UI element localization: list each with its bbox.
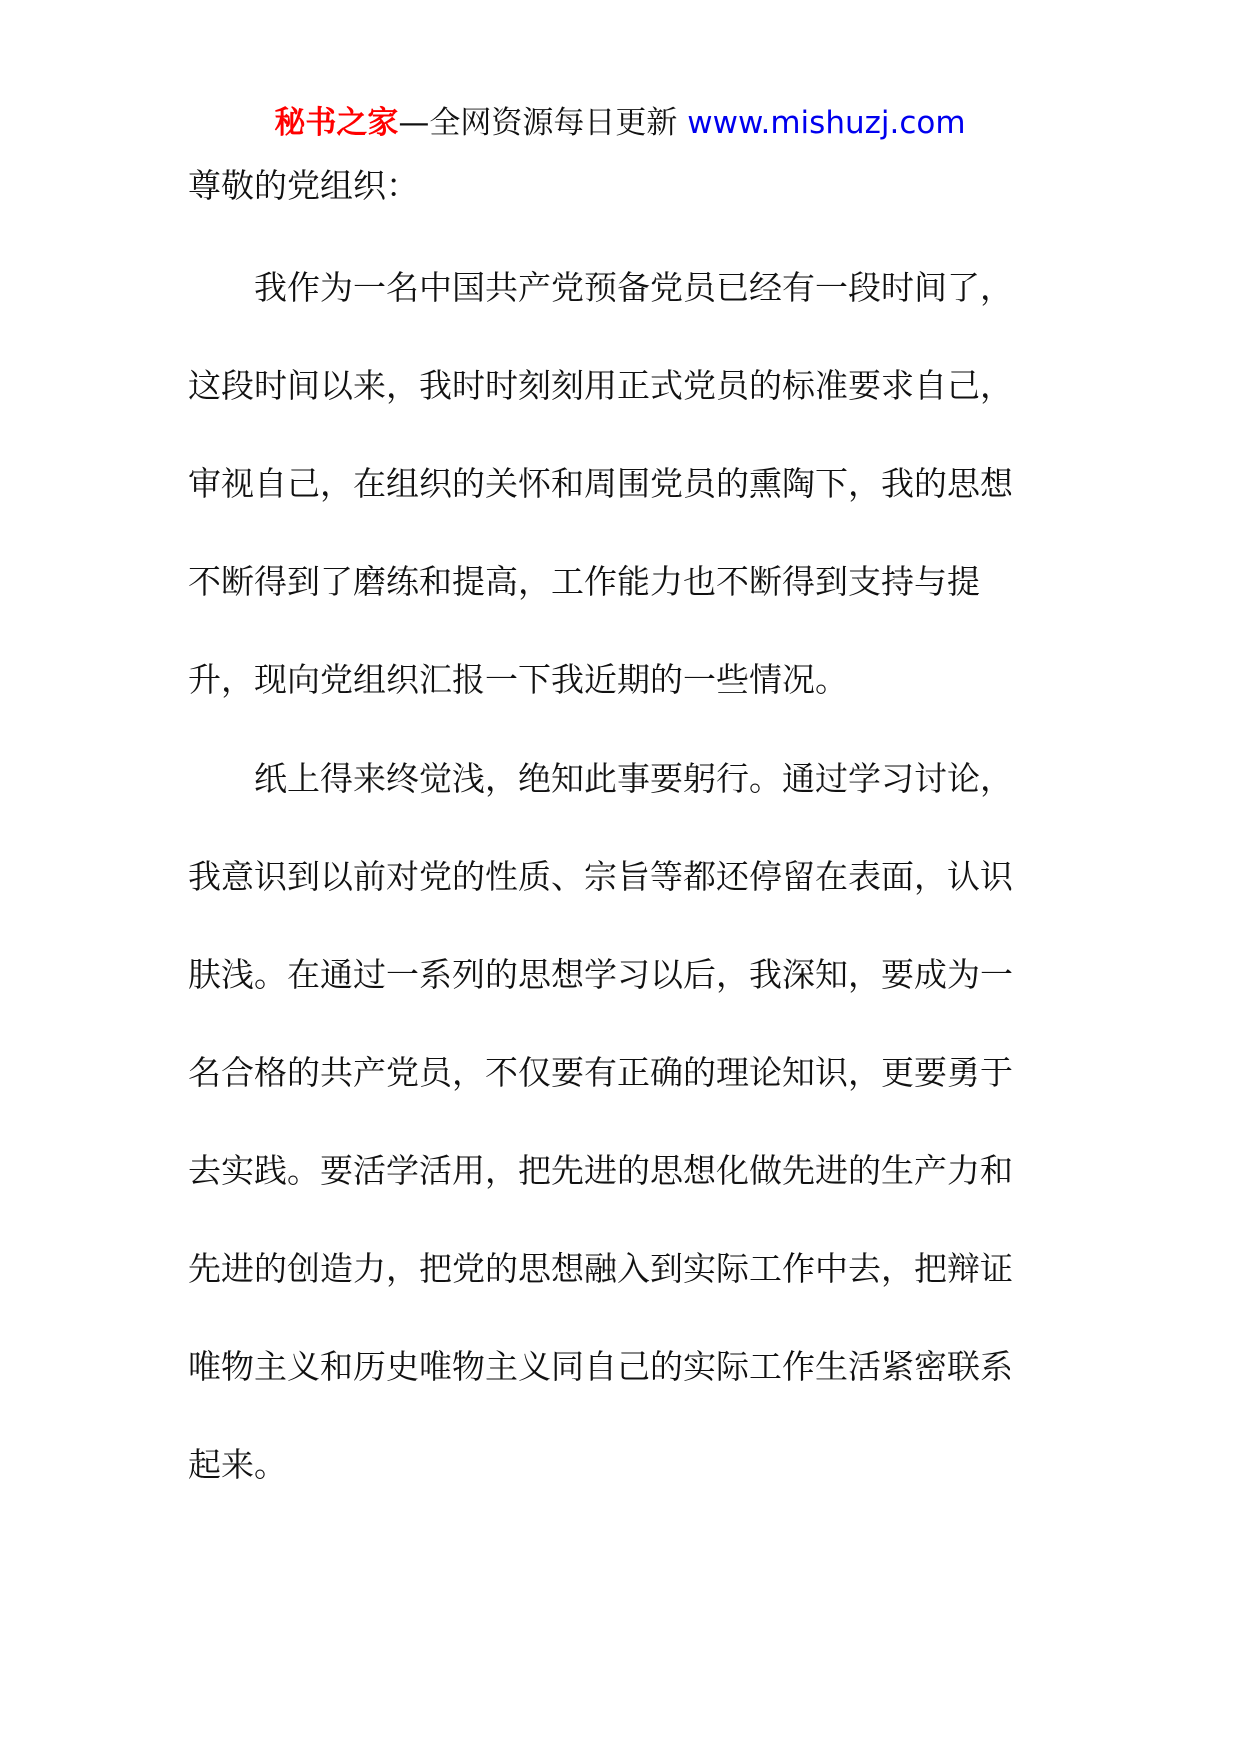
paragraph-line: 不断得到了磨练和提高，工作能力也不断得到支持与提: [188, 562, 980, 601]
header-tagline: —全网资源每日更新: [398, 105, 678, 141]
paragraph-line: 这段时间以来，我时时刻刻用正式党员的标准要求自己，: [188, 366, 1013, 405]
brand-name: 秘书之家: [274, 105, 399, 141]
paragraph-line: 去实践。要活学活用，把先进的思想化做先进的生产力和: [188, 1151, 1013, 1190]
document-body: [188, 163, 1068, 1541]
paragraph-line: 我作为一名中国共产党预备党员已经有一段时间了，: [254, 268, 1013, 307]
paragraph-line: 审视自己，在组织的关怀和周围党员的熏陶下，我的思想: [188, 464, 1013, 503]
site-header: [0, 100, 1240, 146]
paragraph-line: 升，现向党组织汇报一下我近期的一些情况。: [188, 660, 848, 699]
paragraph-1: [188, 265, 1068, 703]
site-url-link[interactable]: www.mishuzj.com: [687, 105, 966, 141]
paragraph-line: 肤浅。在通过一系列的思想学习以后，我深知，要成为一: [188, 955, 1013, 994]
paragraph-line: 我意识到以前对党的性质、宗旨等都还停留在表面，认识: [188, 857, 1013, 896]
salutation: 尊敬的党组织：: [188, 166, 419, 205]
paragraph-line: 先进的创造力，把党的思想融入到实际工作中去，把辩证: [188, 1249, 1013, 1288]
paragraph-line: 起来。: [188, 1445, 287, 1484]
paragraph-line: 纸上得来终觉浅，绝知此事要躬行。通过学习讨论，: [254, 759, 1013, 798]
paragraph-2: [188, 756, 1068, 1488]
paragraph-line: 唯物主义和历史唯物主义同自己的实际工作生活紧密联系: [188, 1347, 1013, 1386]
paragraph-line: 名合格的共产党员，不仅要有正确的理论知识，更要勇于: [188, 1053, 1013, 1092]
